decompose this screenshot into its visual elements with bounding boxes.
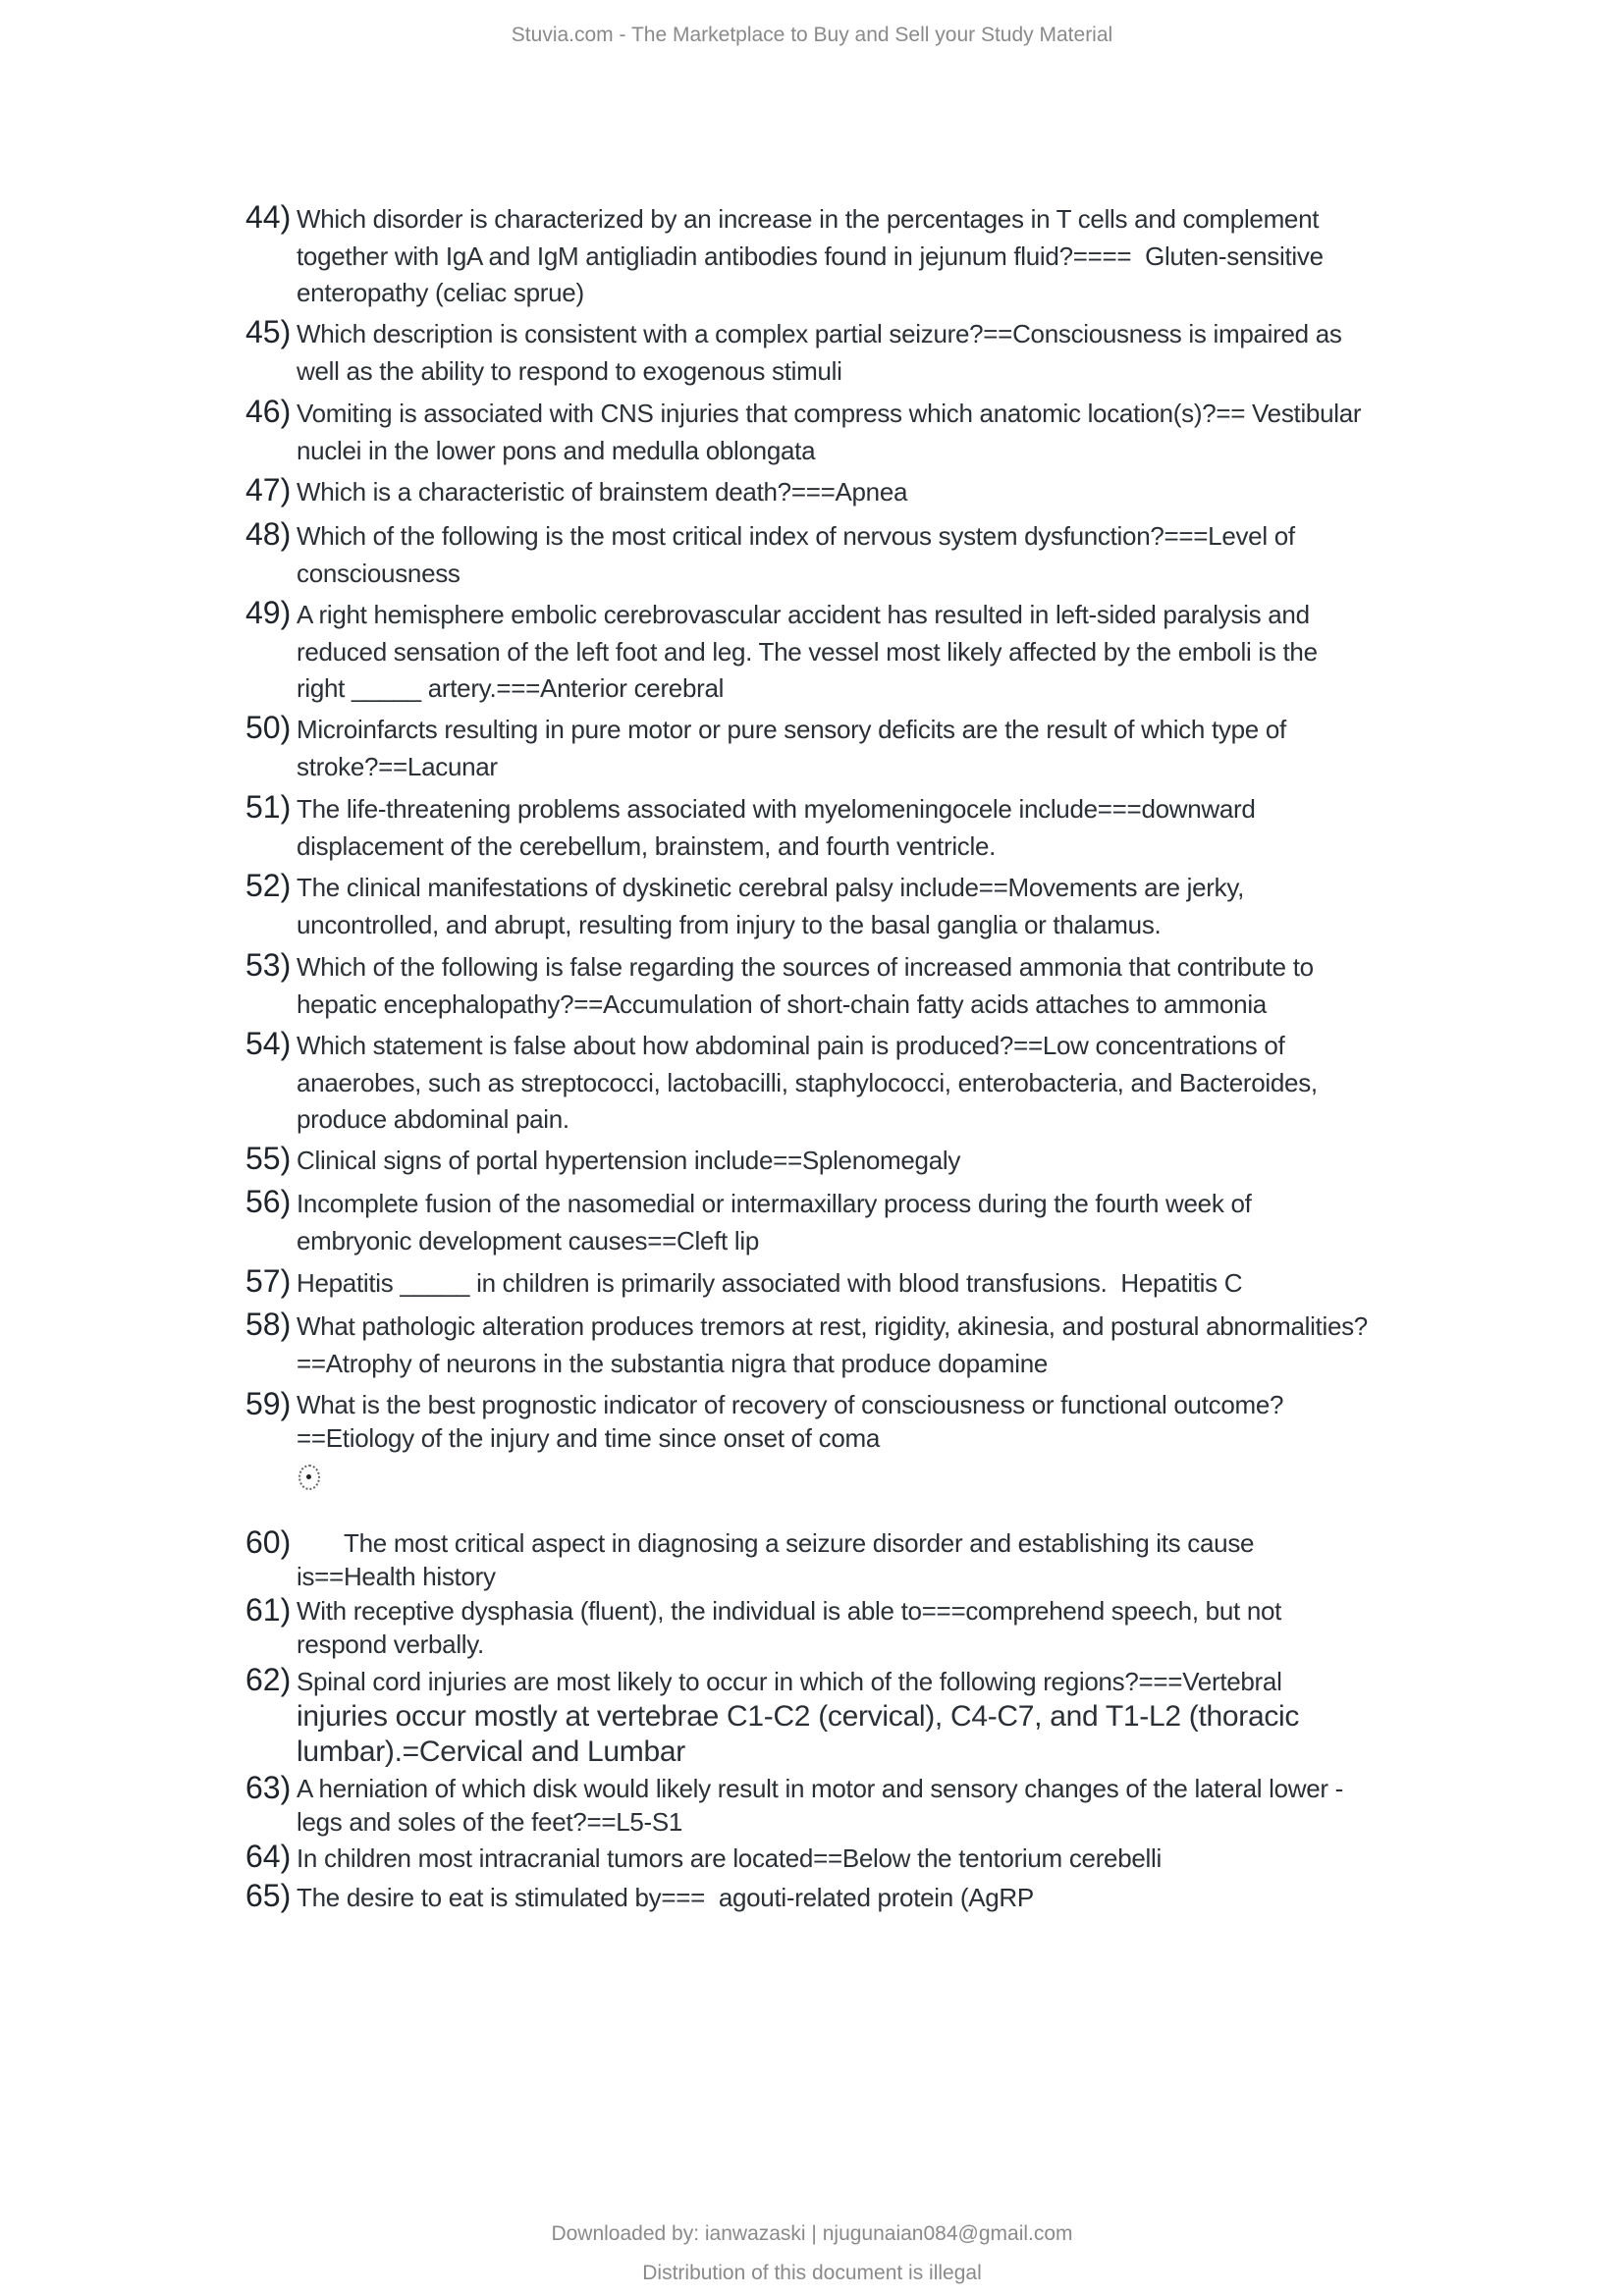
question-text	[297, 1841, 1162, 1878]
question-number: 60)	[245, 1524, 292, 1560]
text-line: What pathologic alteration produces tremors at rest, rigidity, akinesia, and postural abnormalities?	[297, 1311, 1368, 1341]
question-text	[297, 712, 1286, 785]
text-line: stroke?==Lacunar	[297, 751, 498, 781]
question-number: 45)	[245, 314, 292, 349]
text-line: Which of the following is the most critical index of nervous system dysfunction?===Level of	[297, 521, 1295, 551]
question-number: 61)	[245, 1592, 292, 1628]
question-text	[297, 1664, 1299, 1770]
text-line: anaerobes, such as streptococci, lactobacilli, staphylococci, enterobacteria, and Bacteroides,	[297, 1067, 1318, 1097]
question-text	[297, 1388, 1283, 1455]
question-number: 46)	[245, 394, 292, 429]
question-text	[297, 1143, 960, 1180]
cursor-icon	[298, 1465, 320, 1490]
question-text	[297, 518, 1295, 592]
text-line: Clinical signs of portal hypertension include==Splenomegaly	[297, 1146, 961, 1175]
question-number: 53)	[245, 947, 292, 983]
question-text	[297, 396, 1361, 469]
text-line: Microinfarcts resulting in pure motor or pure sensory deficits are the result of which type of	[297, 715, 1286, 744]
question-text	[297, 870, 1244, 943]
text-line: injuries occur mostly at vertebrae C1-C2 (cervical), C4-C7, and T1-L2 (thoracic	[297, 1700, 1300, 1733]
text-line: Spinal cord injuries are most likely to occur in which of the following regions?===Vertebral	[297, 1667, 1282, 1696]
question-number: 63)	[245, 1770, 292, 1805]
text-line: nuclei in the lower pons and medulla oblongata	[297, 435, 816, 465]
question-number: 54)	[245, 1026, 292, 1061]
question-number: 48)	[245, 516, 292, 552]
text-line: A right hemisphere embolic cerebrovascular accident has resulted in left-sided paralysis and	[297, 600, 1310, 629]
text-line: Vomiting is associated with CNS injuries that compress which anatomic location(s)?== Vestibular	[297, 399, 1362, 428]
text-line: right _____ artery.===Anterior cerebral	[297, 673, 725, 704]
text-line: Which is a characteristic of brainstem death?===Apnea	[297, 477, 908, 507]
text-line: Which of the following is false regarding the sources of increased ammonia that contribute to	[297, 952, 1314, 982]
question-number: 55)	[245, 1141, 292, 1176]
text-line: In children most intracranial tumors are located==Below the tentorium cerebelli	[297, 1843, 1162, 1873]
question-text	[297, 597, 1318, 708]
question-text	[297, 1772, 1343, 1839]
text-line: Which statement is false about how abdominal pain is produced?==Low concentrations of	[297, 1031, 1285, 1060]
question-number: 47)	[245, 472, 292, 507]
text-line: Which description is consistent with a complex partial seizure?==Consciousness is impaired as	[297, 319, 1342, 348]
question-number: 44)	[245, 199, 292, 235]
question-number: 51)	[245, 789, 292, 825]
question-number: 59)	[245, 1386, 292, 1421]
text-line: embryonic development causes==Cleft lip	[297, 1225, 760, 1255]
text-line: Hepatitis _____ in children is primarily associated with blood transfusions. Hepatitis C	[297, 1268, 1243, 1298]
question-number: 52)	[245, 868, 292, 903]
text-line: The clinical manifestations of dyskinetic cerebral palsy include==Movements are jerky,	[297, 873, 1245, 902]
question-text	[297, 1526, 1254, 1593]
text-line: A herniation of which disk would likely result in motor and sensory changes of the lateral lower -	[297, 1774, 1344, 1803]
text-line: uncontrolled, and abrupt, resulting from injury to the basal ganglia or thalamus.	[297, 909, 1162, 939]
text-line: The desire to eat is stimulated by=== agouti-related protein (AgRP	[297, 1883, 1034, 1912]
question-number: 50)	[245, 710, 292, 745]
text-line: hepatic encephalopathy?==Accumulation of short-chain fatty acids attaches to ammonia	[297, 988, 1267, 1019]
question-text	[297, 791, 1256, 865]
text-line: The most critical aspect in diagnosing a seizure disorder and establishing its cause	[297, 1528, 1255, 1558]
question-text	[297, 474, 907, 511]
text-line: well as the ability to respond to exogenous stimuli	[297, 355, 842, 386]
text-line: reduced sensation of the left foot and leg. The vessel most likely affected by the emboli is the	[297, 636, 1318, 667]
text-line: lumbar).=Cervical and Lumbar	[297, 1735, 685, 1768]
question-text	[297, 949, 1314, 1023]
footer-notice: Distribution of this document is illegal	[642, 2262, 982, 2284]
question-number: 64)	[245, 1839, 292, 1874]
question-text	[297, 1880, 1034, 1917]
text-line: ==Etiology of the injury and time since onset of coma	[297, 1423, 880, 1453]
question-number: 57)	[245, 1263, 292, 1299]
text-line: What is the best prognostic indicator of recovery of consciousness or functional outcome?	[297, 1390, 1284, 1419]
text-line: together with IgA and IgM antigliadin antibodies found in jejunum fluid?==== Gluten-sensitive	[297, 240, 1324, 271]
question-number: 56)	[245, 1184, 292, 1219]
question-text	[297, 1594, 1281, 1661]
text-line: displacement of the cerebellum, brainstem, and fourth ventricle.	[297, 830, 997, 861]
page-header: Stuvia.com - The Marketplace to Buy and Sell your Study Material	[511, 24, 1113, 46]
question-number: 49)	[245, 595, 292, 630]
text-line: consciousness	[297, 558, 460, 588]
question-text	[297, 1308, 1368, 1382]
text-line: ==Atrophy of neurons in the substantia nigra that produce dopamine	[297, 1348, 1049, 1378]
question-text	[297, 1265, 1242, 1303]
question-number: 62)	[245, 1662, 292, 1697]
text-line: Which disorder is characterized by an increase in the percentages in T cells and complement	[297, 204, 1320, 234]
text-line: legs and soles of the feet?==L5-S1	[297, 1807, 683, 1837]
text-line: The life-threatening problems associated with myelomeningocele include===downward	[297, 794, 1256, 824]
text-line: With receptive dysphasia (fluent), the individual is able to===comprehend speech, but not	[297, 1596, 1282, 1626]
question-text	[297, 1028, 1318, 1139]
footer-downloaded-by: Downloaded by: ianwazaski | njugunaian084@gmail.com	[551, 2222, 1073, 2245]
text-line: enteropathy (celiac sprue)	[297, 278, 584, 308]
question-number: 65)	[245, 1878, 292, 1913]
question-number: 58)	[245, 1307, 292, 1342]
text-line: Incomplete fusion of the nasomedial or intermaxillary process during the fourth week of	[297, 1189, 1252, 1218]
question-text	[297, 316, 1342, 390]
question-text	[297, 1186, 1252, 1259]
text-line: produce abdominal pain.	[297, 1104, 569, 1135]
text-line: is==Health history	[297, 1562, 496, 1591]
question-text	[297, 201, 1324, 312]
text-line: respond verbally.	[297, 1629, 484, 1659]
